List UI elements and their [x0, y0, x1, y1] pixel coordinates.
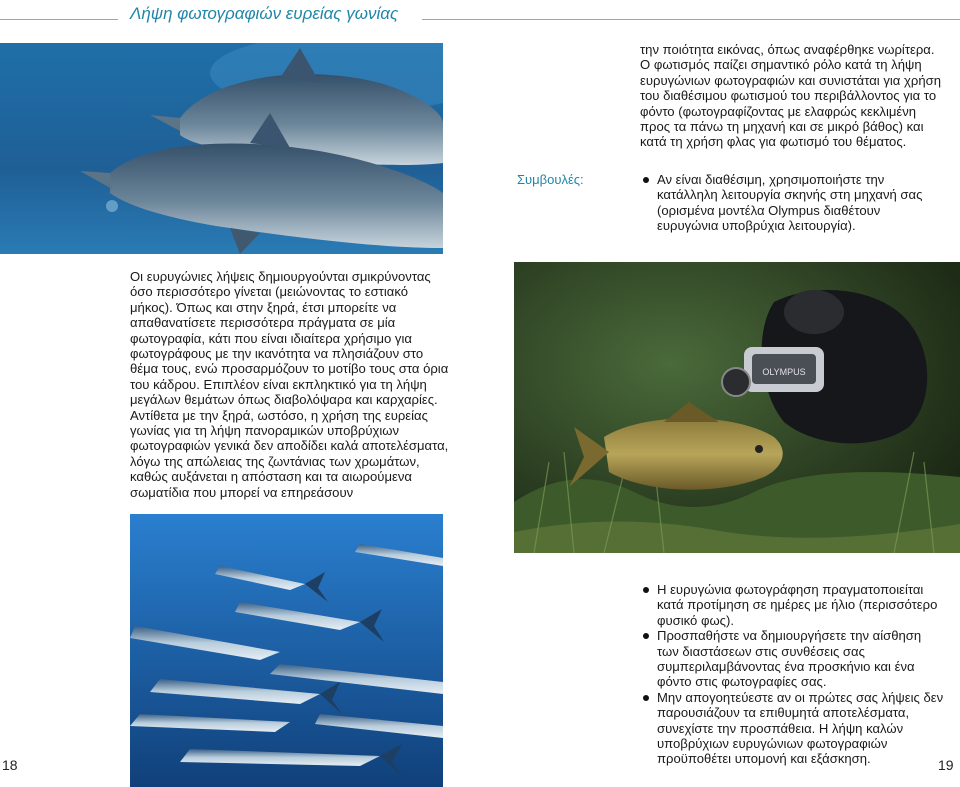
list-item: Αν είναι διαθέσιμη, χρησιμοποιήστε την κατάλληλη λειτουργία σκηνής στη μηχανή σας (ορισμένα μοντέλα Olympus διαθέτουν ευρυγώνια υποβρύχια λειτουργία). — [641, 172, 941, 234]
list-item: Η ευρυγώνια φωτογράφηση πραγματοποιείται κατά προτίμηση σε ημέρες με ήλιο (περισσότερο φυσικό φως). — [641, 582, 946, 628]
list-item: Μην απογοητεύεστε αν οι πρώτες σας λήψεις δεν παρουσιάζουν τα επιθυμητά αποτελέσματα, συνεχίστε την προσπάθεια. Η λήψη καλών υποβρύχιων ευρυγώνιων φωτογραφιών προϋποθέτει υπομονή και εξάσκηση. — [641, 690, 946, 767]
page-number-left: 18 — [2, 757, 18, 773]
tips-heading: Συμβουλές: — [517, 172, 584, 187]
top-right-paragraph: την ποιότητα εικόνας, όπως αναφέρθηκε νωρίτερα. Ο φωτισμός παίζει σημαντικό ρόλο κατά τη λήψη ευρυγώνιων φωτογραφιών και συνιστάται για χρήση του διαθέσιμου φωτισμού του περιβάλλοντος για το φόντο (φωτογραφίζοντας με ελαφρώς κεκλιμένη προς τα πάνω τη μηχανή και σε μικρό βάθος) και κατά τη χρήση φλας για φωτισμό του θέματος. — [640, 42, 941, 150]
page-number-right: 19 — [938, 757, 954, 773]
camera-brand-label: OLYMPUS — [762, 367, 806, 377]
barracuda-photo — [130, 514, 443, 787]
left-paragraph: Οι ευρυγώνιες λήψεις δημιουργούνται σμικρύνοντας όσο περισσότερο γίνεται (μειώνοντας το εστιακό μήκος). Όπως και στην ξηρά, έτσι μπορείτε να απαθανατίσετε περισσότερα πράγματα σε μία φωτογραφία, κάτι που είναι ιδιαίτερα χρήσιμο για φωτογράφους με την ικανότητα να πλησιάζουν στο θέμα τους, ενώ προσαρμόζουν το μοτίβο τους στα όρια του κάδρου. Επιπλέον είναι εκπληκτικό για τη λήψη μεγάλων θεμάτων όπως διαβολόψαρα και καρχαρίες. Αντίθετα με την ξηρά, ωστόσο, η χρήση της ευρείας γωνίας για τη λήψη πανοραμικών υποβρύχιων φωτογραφιών γενικά δεν αποδίδει καλά αποτελέσματα, λόγω της απώλειας της ζωντάνιας των χρωμάτων, καθώς αυξάνεται η απόσταση και τα αιωρούμενα σωματίδια που μπορεί να επηρεάσουν — [130, 269, 449, 500]
dolphins-photo — [0, 43, 443, 254]
header-rule-left — [0, 19, 118, 20]
page-title: Λήψη φωτογραφιών ευρείας γωνίας — [130, 4, 399, 23]
list-item: Προσπαθήστε να δημιουργήσετε την αίσθηση των διαστάσεων στις συνθέσεις σας συμπεριλαμβάνοντας ένα προσκήνιο και ένα φόντο στις φωτογραφίες σας. — [641, 628, 946, 690]
header-rule-right — [422, 19, 960, 20]
diver-carp-photo — [514, 262, 960, 553]
tips-list-top — [641, 172, 941, 234]
tips-list-bottom — [641, 582, 946, 767]
